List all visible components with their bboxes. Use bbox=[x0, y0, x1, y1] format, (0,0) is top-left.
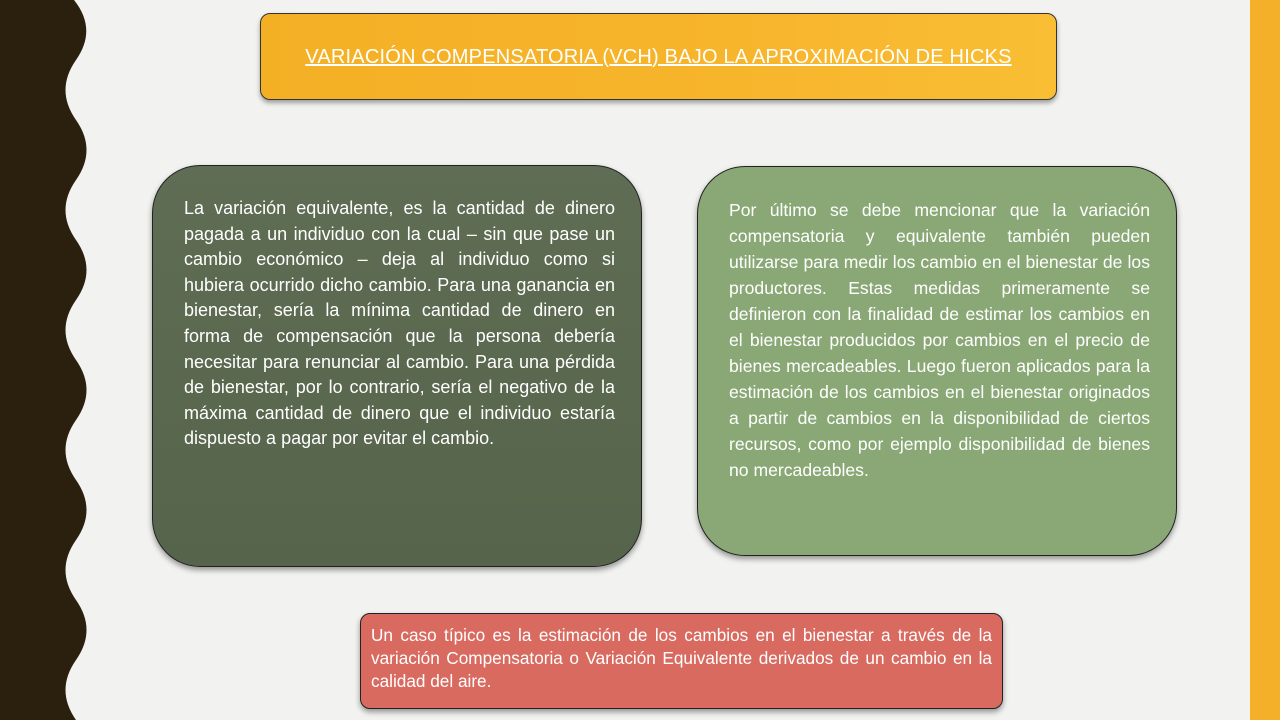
producers-welfare-text: Por último se debe mencionar que la variación compensatoria y equivalente también pueden utilizarse para medir los cambio en el bienestar de los productores. Estas medidas primeramente se definieron con la finalidad de estimar los cambios en el bienestar producidos por cambios en el precio de bienes mercadeables. Luego fueron aplicados para la estimación de los cambios en el bienestar originados a partir de cambios en la disponibilidad de ciertos recursos, como por ejemplo disponibilidad de bienes no mercadeables. bbox=[729, 200, 1150, 480]
air-quality-example-box bbox=[360, 613, 1003, 709]
equivalent-variation-box bbox=[152, 165, 642, 567]
decorative-right-band bbox=[1250, 0, 1280, 720]
equivalent-variation-text: La variación equivalente, es la cantidad de dinero pagada a un individuo con la cual – sin que pase un cambio económico – deja al individuo como si hubiera ocurrido dicho cambio. Para una ganancia en bienestar, sería la mínima cantidad de dinero en forma de compensación que la persona debería necesitar para renunciar al cambio. Para una pérdida de bienestar, por lo contrario, sería el negativo de la máxima cantidad de dinero que el individuo estaría dispuesto a pagar por evitar el cambio. bbox=[184, 198, 615, 449]
air-quality-example-text: Un caso típico es la estimación de los cambios en el bienestar a través de la variación Compensatoria o Variación Equivalente derivados de un cambio en la calidad del aire. bbox=[371, 625, 992, 691]
producers-welfare-box bbox=[697, 166, 1177, 556]
slide-title: VARIACIÓN COMPENSATORIA (VCH) BAJO LA APROXIMACIÓN DE HICKS bbox=[305, 45, 1012, 68]
title-box bbox=[260, 13, 1057, 100]
decorative-wavy-band bbox=[0, 0, 100, 720]
